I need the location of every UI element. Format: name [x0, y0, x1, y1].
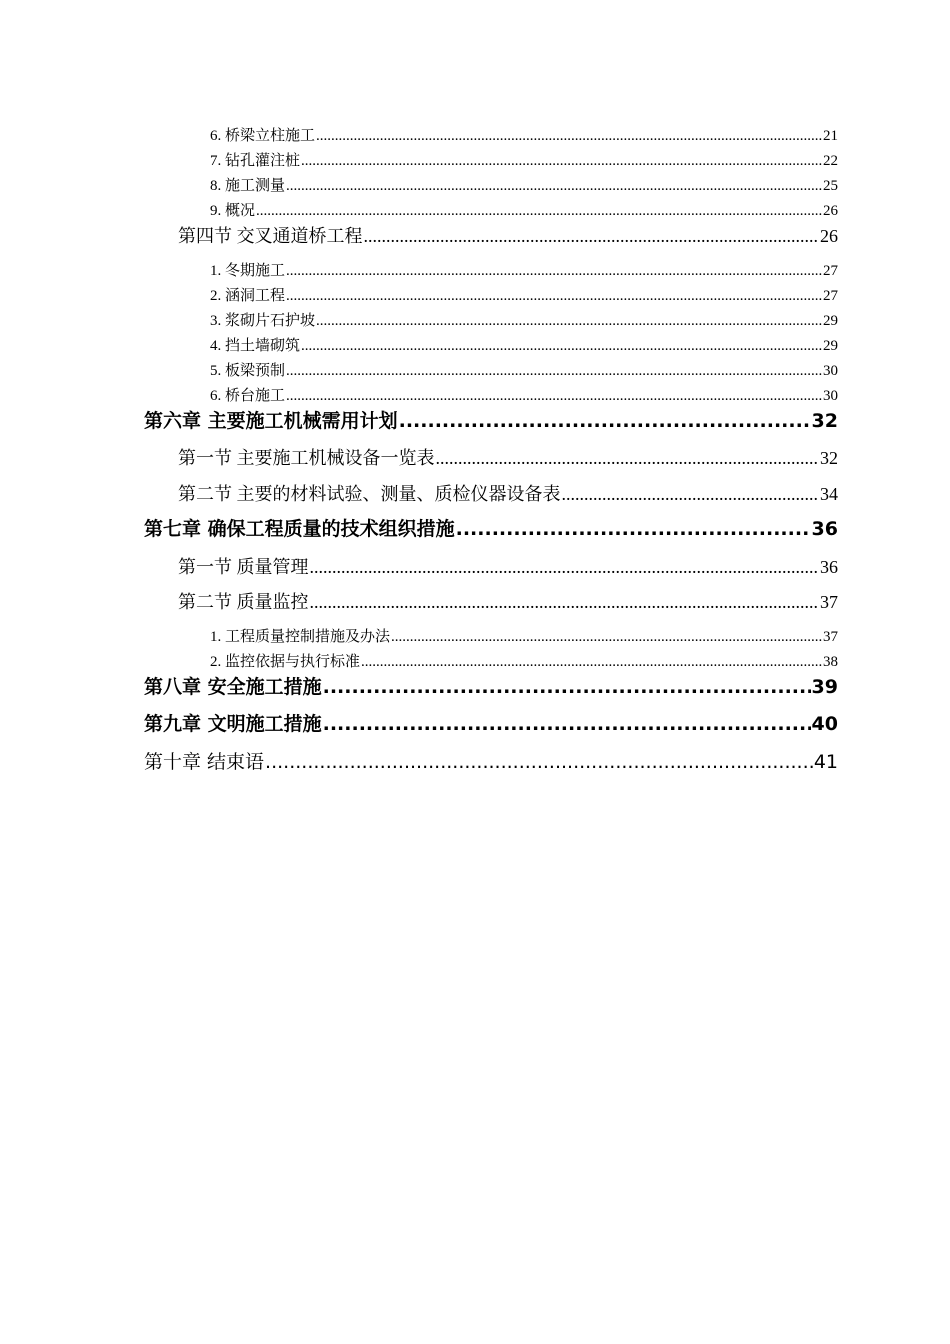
toc-section-machinery-list[interactable]	[0, 446, 838, 470]
toc-leader-dots	[286, 176, 822, 196]
toc-section-quality-monitoring[interactable]	[0, 590, 838, 614]
toc-entry-culvert[interactable]	[0, 286, 838, 306]
toc-entry-page: 41	[813, 751, 838, 773]
toc-entry-title: 6. 桥梁立柱施工	[210, 128, 316, 144]
toc-entry-page: 26	[823, 203, 838, 219]
toc-entry-page: 27	[823, 263, 838, 279]
toc-entry-page: 39	[811, 676, 838, 698]
toc-entry-title: 第九章 文明施工措施	[144, 713, 322, 735]
toc-entry-page: 30	[823, 363, 838, 379]
toc-chapter-9[interactable]	[0, 711, 838, 737]
toc-entry-title: 第六章 主要施工机械需用计划	[144, 410, 398, 432]
toc-leader-dots	[301, 151, 822, 171]
toc-chapter-6[interactable]	[0, 408, 838, 434]
toc-leader-dots	[361, 652, 822, 672]
toc-entry-page: 32	[820, 448, 838, 468]
toc-entry-title: 5. 板梁预制	[210, 363, 286, 379]
toc-entry-abutment[interactable]	[0, 386, 838, 406]
toc-leader-dots	[310, 555, 820, 579]
toc-entry-survey[interactable]	[0, 176, 838, 196]
toc-entry-title: 2. 监控依据与执行标准	[210, 654, 361, 670]
toc-leader-dots	[301, 336, 822, 356]
toc-chapter-8[interactable]	[0, 674, 838, 700]
toc-entry-page: 37	[823, 629, 838, 645]
toc-leader-dots	[456, 516, 811, 542]
toc-entry-page: 27	[823, 288, 838, 304]
toc-leader-dots	[316, 126, 822, 146]
toc-entry-page: 36	[811, 518, 838, 540]
toc-entry-page: 37	[820, 592, 838, 612]
toc-leader-dots	[286, 361, 822, 381]
toc-leader-dots	[364, 224, 820, 248]
toc-entry-title: 3. 浆砌片石护坡	[210, 313, 316, 329]
toc-entry-title: 2. 涵洞工程	[210, 288, 286, 304]
toc-leader-dots	[436, 446, 820, 470]
toc-entry-page: 29	[823, 338, 838, 354]
toc-leader-dots	[265, 749, 813, 775]
toc-entry-title: 9. 概况	[210, 203, 256, 219]
toc-entry-title: 4. 挡土墙砌筑	[210, 338, 301, 354]
toc-entry-slope-protection[interactable]	[0, 311, 838, 331]
toc-entry-page: 40	[811, 713, 838, 735]
toc-section-quality-management[interactable]	[0, 555, 838, 579]
toc-leader-dots	[399, 408, 811, 434]
toc-entry-title: 7. 钻孔灌注桩	[210, 153, 301, 169]
toc-leader-dots	[256, 201, 822, 221]
toc-entry-slab-beam[interactable]	[0, 361, 838, 381]
toc-section-crossing-bridge[interactable]	[0, 224, 838, 248]
toc-entry-title: 第二节 主要的材料试验、测量、质检仪器设备表	[178, 484, 561, 504]
toc-leader-dots	[286, 261, 822, 281]
toc-section-instrument-list[interactable]	[0, 482, 838, 506]
toc-entry-page: 29	[823, 313, 838, 329]
toc-entry-retaining-wall[interactable]	[0, 336, 838, 356]
toc-entry-bridge-column[interactable]	[0, 126, 838, 146]
toc-entry-page: 32	[811, 410, 838, 432]
toc-entry-title: 8. 施工测量	[210, 178, 286, 194]
toc-entry-title: 第一节 质量管理	[178, 557, 309, 577]
toc-entry-title: 1. 冬期施工	[210, 263, 286, 279]
toc-entry-monitoring-standards[interactable]	[0, 652, 838, 672]
toc-entry-title: 第二节 质量监控	[178, 592, 309, 612]
toc-entry-page: 36	[820, 557, 838, 577]
toc-entry-bored-pile[interactable]	[0, 151, 838, 171]
toc-entry-overview[interactable]	[0, 201, 838, 221]
toc-entry-title: 第一节 主要施工机械设备一览表	[178, 448, 435, 468]
toc-entry-title: 6. 桥台施工	[210, 388, 286, 404]
toc-leader-dots	[286, 386, 822, 406]
toc-entry-page: 22	[823, 153, 838, 169]
toc-entry-page: 21	[823, 128, 838, 144]
toc-entry-page: 26	[820, 226, 838, 246]
toc-entry-title: 第七章 确保工程质量的技术组织措施	[144, 518, 455, 540]
toc-entry-quality-control-measures[interactable]	[0, 627, 838, 647]
toc-entry-page: 38	[823, 654, 838, 670]
toc-leader-dots	[323, 674, 811, 700]
toc-entry-page: 34	[820, 484, 838, 504]
toc-entry-winter-construction[interactable]	[0, 261, 838, 281]
toc-entry-title: 第四节 交叉通道桥工程	[178, 226, 363, 246]
toc-leader-dots	[316, 311, 822, 331]
toc-leader-dots	[310, 590, 820, 614]
toc-entry-title: 第十章 结束语	[144, 751, 265, 773]
toc-leader-dots	[286, 286, 822, 306]
toc-entry-page: 30	[823, 388, 838, 404]
toc-chapter-10[interactable]	[0, 749, 838, 775]
toc-leader-dots	[562, 482, 820, 506]
toc-chapter-7[interactable]	[0, 516, 838, 542]
toc-entry-title: 1. 工程质量控制措施及办法	[210, 629, 391, 645]
toc-leader-dots	[391, 627, 822, 647]
toc-entry-title: 第八章 安全施工措施	[144, 676, 322, 698]
toc-entry-page: 25	[823, 178, 838, 194]
toc-leader-dots	[323, 711, 811, 737]
